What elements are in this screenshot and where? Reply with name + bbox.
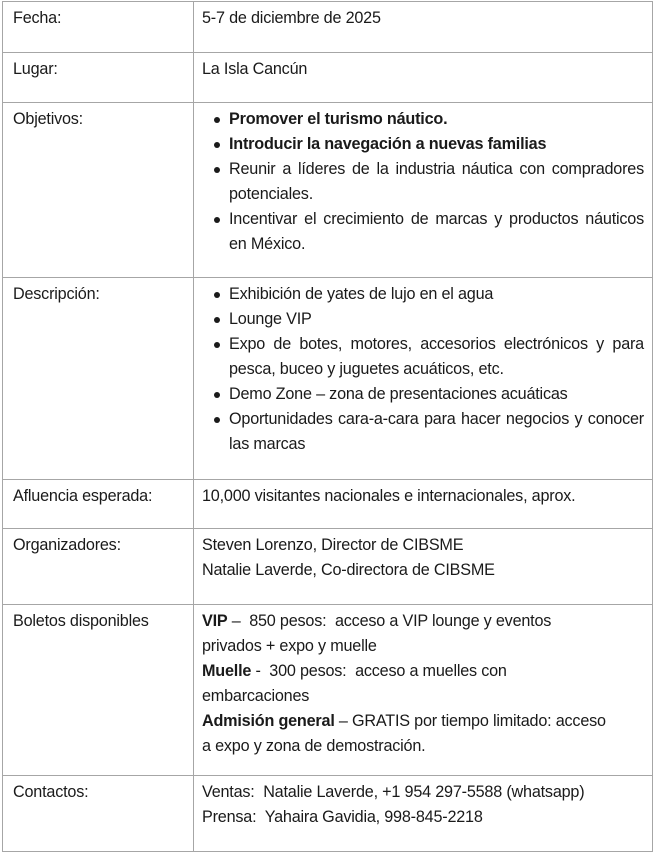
value-lugar: La Isla Cancún <box>194 53 653 103</box>
label-objetivos: Objetivos: <box>3 103 194 278</box>
bullet-icon <box>214 167 220 173</box>
contacto-line: Ventas: Natalie Laverde, +1 954 297-5588 (whatsapp) <box>202 783 585 801</box>
objetivos-list <box>202 107 644 257</box>
value-contactos <box>194 776 653 852</box>
descripcion-text: Exhibición de yates de lujo en el agua <box>229 285 494 303</box>
row-fecha <box>3 2 653 53</box>
ticket-name: Muelle <box>202 662 252 680</box>
bullet-icon <box>214 217 220 223</box>
row-boletos <box>3 605 653 776</box>
value-fecha: 5-7 de diciembre de 2025 <box>194 2 653 53</box>
ticket-general <box>202 709 612 759</box>
row-afluencia <box>3 480 653 529</box>
descripcion-text: Demo Zone – zona de presentaciones acuáticas <box>229 385 568 403</box>
label-descripcion: Descripción: <box>3 278 194 480</box>
label-contactos: Contactos: <box>3 776 194 852</box>
objetivo-text: Incentivar el crecimiento de marcas y productos náuticos en México. <box>229 210 644 253</box>
contacto-line: Prensa: Yahaira Gavidia, 998-845-2218 <box>202 808 483 826</box>
descripcion-text: Expo de botes, motores, accesorios electrónicos y para pesca, buceo y juguetes acuáticos, etc. <box>229 335 644 378</box>
bullet-icon <box>214 342 220 348</box>
descripcion-item <box>202 282 644 307</box>
bullet-icon <box>214 142 220 148</box>
objetivo-item <box>202 207 644 257</box>
value-objetivos <box>194 103 653 278</box>
ticket-detail: – GRATIS por tiempo limitado: acceso a expo y zona de demostración. <box>202 712 611 755</box>
value-afluencia: 10,000 visitantes nacionales e internacionales, aprox. <box>194 480 653 529</box>
descripcion-text: Lounge VIP <box>229 310 312 328</box>
bullet-icon <box>214 417 220 423</box>
ticket-vip <box>202 609 612 659</box>
value-organizadores <box>194 529 653 605</box>
descripcion-item <box>202 307 644 332</box>
label-afluencia: Afluencia esperada: <box>3 480 194 529</box>
objetivo-item <box>202 132 644 157</box>
descripcion-item <box>202 382 644 407</box>
bullet-icon <box>214 292 220 298</box>
objetivo-text: Promover el turismo náutico. <box>229 110 448 128</box>
objetivo-item <box>202 107 644 132</box>
ticket-name: VIP <box>202 612 228 630</box>
ticket-detail: - 300 pesos: acceso a muelles con embarcaciones <box>202 662 512 705</box>
organizador-line: Natalie Laverde, Co-directora de CIBSME <box>202 561 495 579</box>
ticket-detail: – 850 pesos: acceso a VIP lounge y eventos privados + expo y muelle <box>202 612 556 655</box>
descripcion-text: Oportunidades cara-a-cara para hacer negocios y conocer las marcas <box>229 410 644 453</box>
label-fecha: Fecha: <box>3 2 194 53</box>
descripcion-item <box>202 407 644 457</box>
bullet-icon <box>214 392 220 398</box>
value-boletos <box>194 605 653 776</box>
descripcion-list <box>202 282 644 457</box>
ticket-muelle <box>202 659 612 709</box>
row-descripcion <box>3 278 653 480</box>
bullet-icon <box>214 317 220 323</box>
descripcion-item <box>202 332 644 382</box>
organizador-line: Steven Lorenzo, Director de CIBSME <box>202 536 464 554</box>
objetivo-item <box>202 157 644 207</box>
row-objetivos <box>3 103 653 278</box>
row-organizadores <box>3 529 653 605</box>
label-boletos: Boletos disponibles <box>3 605 194 776</box>
row-contactos <box>3 776 653 852</box>
objetivo-text: Introducir la navegación a nuevas familias <box>229 135 547 153</box>
label-organizadores: Organizadores: <box>3 529 194 605</box>
objetivo-text: Reunir a líderes de la industria náutica con compradores potenciales. <box>229 160 644 203</box>
event-info-table <box>2 1 653 852</box>
bullet-icon <box>214 117 220 123</box>
value-descripcion <box>194 278 653 480</box>
label-lugar: Lugar: <box>3 53 194 103</box>
row-lugar <box>3 53 653 103</box>
ticket-name: Admisión general <box>202 712 335 730</box>
